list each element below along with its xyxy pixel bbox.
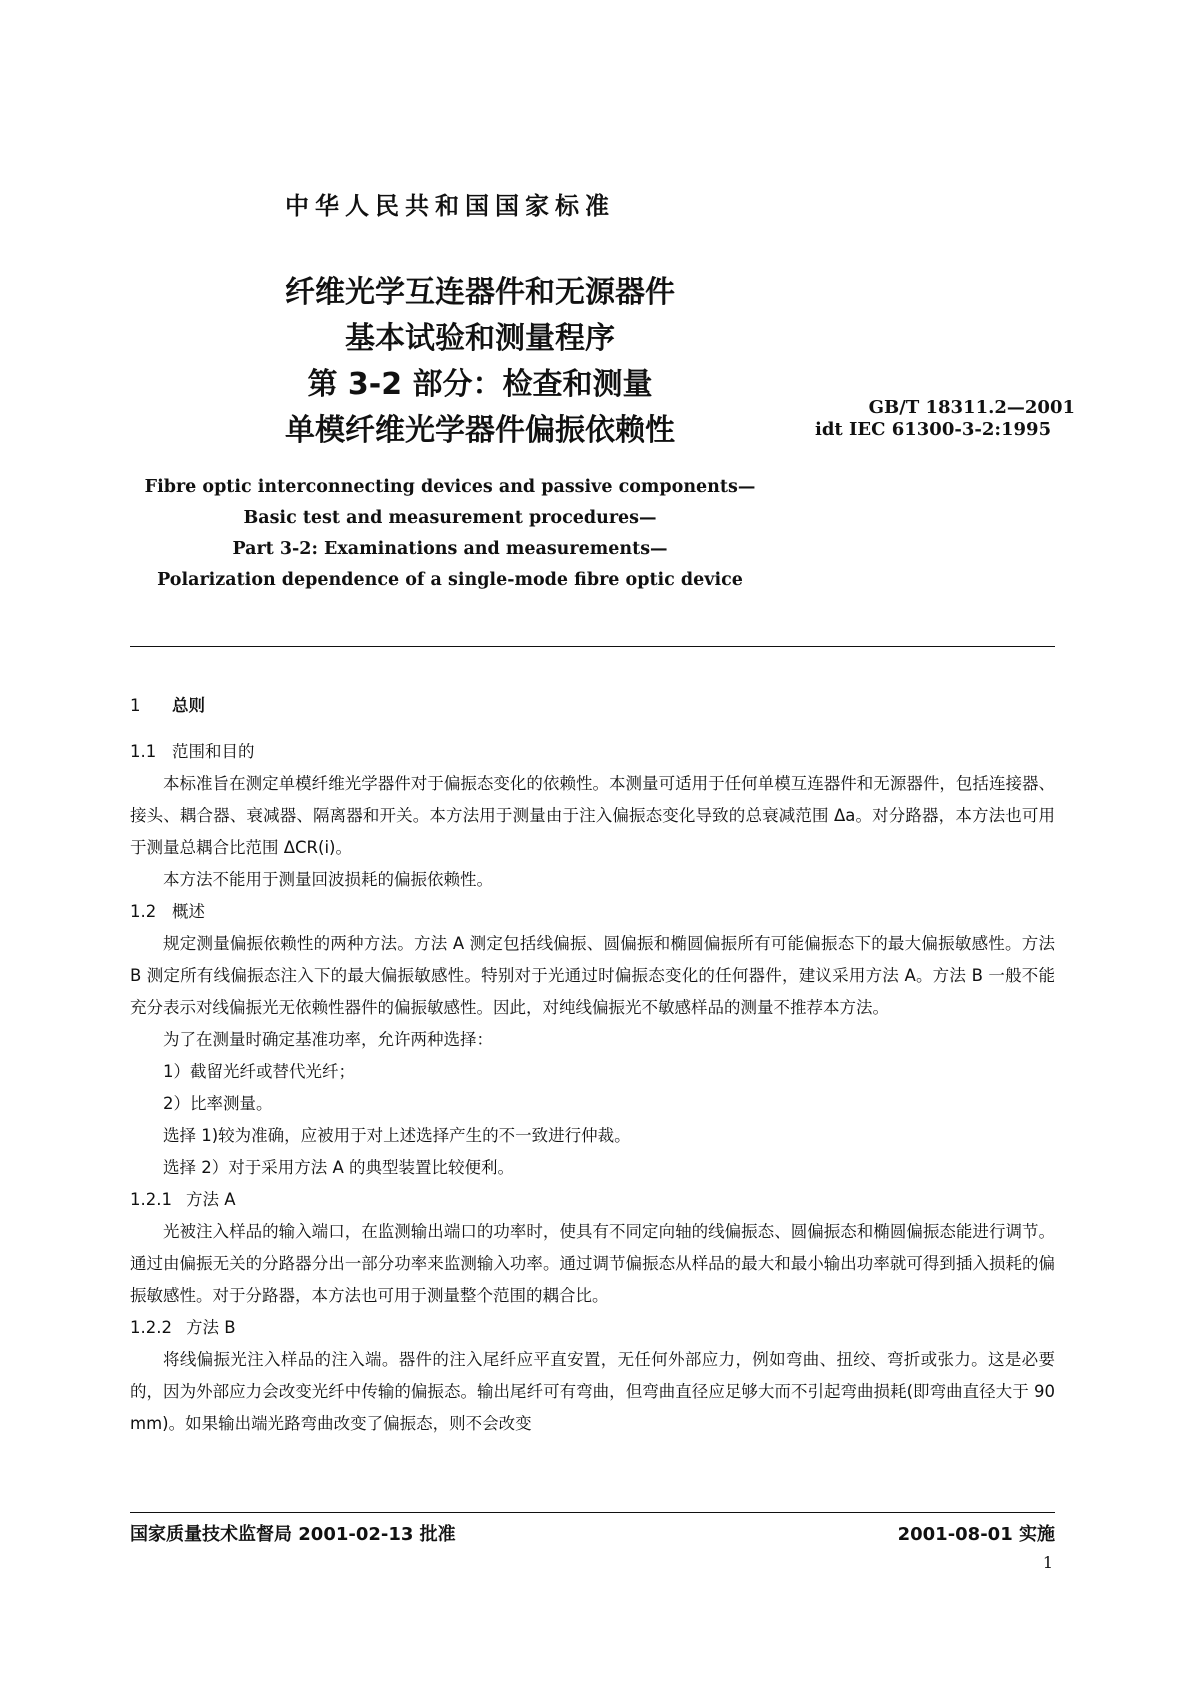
chinese-title-line-4: 单模纤维光学器件偏振依赖性	[285, 413, 675, 448]
approval-info: 国家质量技术监督局 2001-02-13 批准	[130, 1524, 456, 1545]
section-1-2-2-heading	[130, 1312, 1055, 1344]
section-title: 概述	[172, 902, 205, 921]
section-number: 1	[130, 696, 141, 715]
section-number: 1.1	[130, 742, 157, 761]
section-title: 总则	[172, 696, 205, 715]
list-item: 1）截留光纤或替代光纤；	[163, 1062, 355, 1081]
section-1-2-heading	[130, 896, 1055, 928]
implementation-date: 2001-08-01 实施	[897, 1524, 1055, 1545]
idt-number: idt IEC 61300-3-2:1995	[815, 419, 1052, 440]
english-title-line-1: Fibre optic interconnecting devices and passive components—	[144, 477, 756, 497]
chinese-title	[160, 270, 800, 454]
paragraph: 选择 1)较为准确，应被用于对上述选择产生的不一致进行仲裁。	[163, 1126, 631, 1145]
paragraph: 选择 2）对于采用方法 A 的典型装置比较便利。	[163, 1158, 515, 1177]
section-title: 方法 A	[186, 1190, 236, 1209]
chinese-title-line-2: 基本试验和测量程序	[345, 321, 615, 356]
section-1-heading	[130, 690, 1055, 722]
english-title-line-3: Part 3-2: Examinations and measurements—	[232, 539, 668, 559]
english-title	[100, 472, 800, 596]
section-number: 1.2	[130, 902, 157, 921]
national-standard-header: 中华人民共和国国家标准	[285, 192, 615, 220]
paragraph: 本方法不能用于测量回波损耗的偏振依赖性。	[163, 870, 493, 889]
english-title-line-2: Basic test and measurement procedures—	[243, 508, 657, 528]
paragraph: 将线偏振光注入样品的注入端。器件的注入尾纤应平直安置，无任何外部应力，例如弯曲、扭绞、弯折或张力。这是必要的，因为外部应力会改变光纤中传输的偏振态。输出尾纤可有弯曲，但弯曲直径应足够大而不引起弯曲损耗(即弯曲直径大于 90 mm)。如果输出端光路弯曲改变了偏振态，则不会改变	[130, 1350, 1055, 1433]
paragraph: 为了在测量时确定基准功率，允许两种选择：	[163, 1030, 493, 1049]
section-title: 范围和目的	[172, 742, 255, 761]
section-number: 1.2.1	[130, 1190, 172, 1209]
chinese-title-line-3: 第 3-2 部分：检查和测量	[307, 367, 653, 402]
paragraph: 本标准旨在测定单模纤维光学器件对于偏振态变化的依赖性。本测量可适用于任何单模互连器件和无源器件，包括连接器、接头、耦合器、衰减器、隔离器和开关。本方法用于测量由于注入偏振态变化导致的总衰减范围 Δa。对分路器，本方法也可用于测量总耦合比范围 ΔCR(i)。	[130, 774, 1055, 857]
english-title-line-4: Polarization dependence of a single-mode fibre optic device	[157, 570, 743, 590]
top-divider	[130, 646, 1055, 647]
section-1-1-heading	[130, 736, 1055, 768]
standard-number	[815, 397, 1075, 441]
chinese-title-line-1: 纤维光学互连器件和无源器件	[285, 275, 675, 310]
section-title: 方法 B	[186, 1318, 236, 1337]
paragraph: 光被注入样品的输入端口，在监测输出端口的功率时，使具有不同定向轴的线偏振态、圆偏振态和椭圆偏振态能进行调节。通过由偏振无关的分路器分出一部分功率来监测输入功率。通过调节偏振态从样品的最大和最小输出功率就可得到插入损耗的偏振敏感性。对于分路器，本方法也可用于测量整个范围的耦合比。	[130, 1222, 1055, 1305]
page-number: 1	[1042, 1553, 1053, 1572]
section-1-2-1-heading	[130, 1184, 1055, 1216]
document-body	[130, 690, 1055, 1440]
paragraph: 规定测量偏振依赖性的两种方法。方法 A 测定包括线偏振、圆偏振和椭圆偏振所有可能偏振态下的最大偏振敏感性。方法 B 测定所有线偏振态注入下的最大偏振敏感性。特别对于光通过时偏振态变化的任何器件，建议采用方法 A。方法 B 一般不能充分表示对线偏振光无依赖性器件的偏振敏感性。因此，对纯线偏振光不敏感样品的测量不推荐本方法。	[130, 934, 1055, 1017]
bottom-divider	[130, 1512, 1055, 1513]
list-item: 2）比率测量。	[163, 1094, 273, 1113]
gb-number: GB/T 18311.2—2001	[868, 397, 1075, 418]
section-number: 1.2.2	[130, 1318, 172, 1337]
